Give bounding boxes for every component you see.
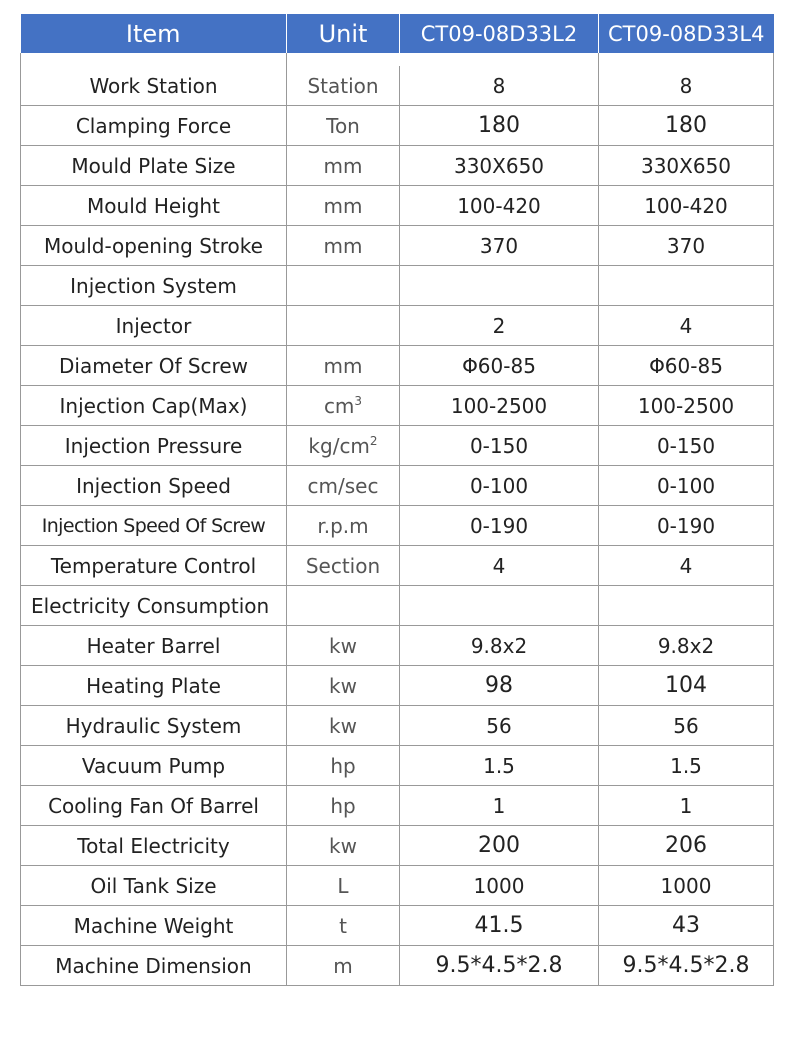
value-cell-model-2: 4 bbox=[599, 546, 774, 586]
value-cell-model-2: 9.5*4.5*2.8 bbox=[599, 946, 774, 986]
unit-cell bbox=[287, 386, 400, 426]
table-row bbox=[21, 306, 774, 346]
header-item: Item bbox=[21, 14, 287, 53]
item-cell: Diameter Of Screw bbox=[21, 346, 287, 386]
item-cell: Injection Speed Of Screw bbox=[21, 506, 287, 546]
unit-cell: mm bbox=[287, 346, 400, 386]
unit-cell: Ton bbox=[287, 106, 400, 146]
unit-cell: cm/sec bbox=[287, 466, 400, 506]
value-cell-model-1: 41.5 bbox=[400, 906, 599, 946]
value-cell-model-1: 4 bbox=[400, 546, 599, 586]
value-cell-model-2: 8 bbox=[599, 66, 774, 106]
value-cell-model-2: 100-420 bbox=[599, 186, 774, 226]
unit-cell bbox=[287, 586, 400, 626]
item-cell: Cooling Fan Of Barrel bbox=[21, 786, 287, 826]
table-row bbox=[21, 746, 774, 786]
item-cell: Machine Weight bbox=[21, 906, 287, 946]
item-cell: Injection Pressure bbox=[21, 426, 287, 466]
item-cell: Heating Plate bbox=[21, 666, 287, 706]
unit-cell: hp bbox=[287, 746, 400, 786]
table-row bbox=[21, 906, 774, 946]
value-cell-model-2: 9.8x2 bbox=[599, 626, 774, 666]
value-cell-model-2: 0-150 bbox=[599, 426, 774, 466]
unit-superscript: 3 bbox=[354, 393, 363, 408]
item-cell: Temperature Control bbox=[21, 546, 287, 586]
value-cell-model-2: 206 bbox=[599, 826, 774, 866]
value-cell-model-1: 330X650 bbox=[400, 146, 599, 186]
value-cell-model-1: 8 bbox=[400, 66, 599, 106]
value-cell-model-1: 9.8x2 bbox=[400, 626, 599, 666]
value-cell-model-2: 4 bbox=[599, 306, 774, 346]
item-cell: Mould Plate Size bbox=[21, 146, 287, 186]
item-cell: Injector bbox=[21, 306, 287, 346]
value-cell-model-1 bbox=[400, 586, 599, 626]
value-cell-model-2: 56 bbox=[599, 706, 774, 746]
unit-cell: t bbox=[287, 906, 400, 946]
section-label: Electricity Consumption bbox=[21, 586, 287, 626]
table-row bbox=[21, 666, 774, 706]
table-row bbox=[21, 626, 774, 666]
table-row bbox=[21, 466, 774, 506]
table-row bbox=[21, 66, 774, 106]
value-cell-model-2 bbox=[599, 266, 774, 306]
value-cell-model-2: 1 bbox=[599, 786, 774, 826]
item-cell: Mould-opening Stroke bbox=[21, 226, 287, 266]
table-row bbox=[21, 546, 774, 586]
value-cell-model-1: 1.5 bbox=[400, 746, 599, 786]
header-model-1: CT09-08D33L2 bbox=[400, 14, 599, 53]
unit-cell: L bbox=[287, 866, 400, 906]
unit-cell: kw bbox=[287, 626, 400, 666]
header-row bbox=[21, 14, 774, 53]
table-row bbox=[21, 346, 774, 386]
item-cell: Machine Dimension bbox=[21, 946, 287, 986]
unit-cell: kw bbox=[287, 706, 400, 746]
unit-text: kg/cm bbox=[308, 433, 370, 458]
header-unit: Unit bbox=[287, 14, 400, 53]
unit-cell bbox=[287, 306, 400, 346]
value-cell-model-2: 43 bbox=[599, 906, 774, 946]
item-cell: Mould Height bbox=[21, 186, 287, 226]
section-row-electricity-consumption bbox=[21, 586, 774, 626]
value-cell-model-2: Φ60-85 bbox=[599, 346, 774, 386]
table-row bbox=[21, 946, 774, 986]
value-cell-model-1: 9.5*4.5*2.8 bbox=[400, 946, 599, 986]
value-cell-model-1: 2 bbox=[400, 306, 599, 346]
item-cell: Total Electricity bbox=[21, 826, 287, 866]
unit-cell: hp bbox=[287, 786, 400, 826]
item-cell: Hydraulic System bbox=[21, 706, 287, 746]
value-cell-model-1: 0-190 bbox=[400, 506, 599, 546]
value-cell-model-1: 1 bbox=[400, 786, 599, 826]
unit-text: cm bbox=[323, 393, 355, 418]
unit-cell: mm bbox=[287, 146, 400, 186]
unit-cell: kw bbox=[287, 826, 400, 866]
spec-table bbox=[20, 14, 774, 986]
value-cell-model-1: 1000 bbox=[400, 866, 599, 906]
table-row bbox=[21, 706, 774, 746]
unit-cell: mm bbox=[287, 226, 400, 266]
value-cell-model-2 bbox=[599, 586, 774, 626]
unit-cell bbox=[287, 426, 400, 466]
value-cell-model-1: 100-2500 bbox=[400, 386, 599, 426]
unit-cell: Station bbox=[287, 66, 400, 106]
item-cell: Work Station bbox=[21, 66, 287, 106]
unit-cell: kw bbox=[287, 666, 400, 706]
table-row bbox=[21, 226, 774, 266]
value-cell-model-2: 104 bbox=[599, 666, 774, 706]
unit-cell: Section bbox=[287, 546, 400, 586]
table-row bbox=[21, 426, 774, 466]
value-cell-model-1: Φ60-85 bbox=[400, 346, 599, 386]
table-row bbox=[21, 186, 774, 226]
table-row bbox=[21, 106, 774, 146]
value-cell-model-1: 200 bbox=[400, 826, 599, 866]
value-cell-model-2: 370 bbox=[599, 226, 774, 266]
value-cell-model-1: 370 bbox=[400, 226, 599, 266]
table-row bbox=[21, 826, 774, 866]
value-cell-model-2: 0-190 bbox=[599, 506, 774, 546]
value-cell-model-1: 0-100 bbox=[400, 466, 599, 506]
header-gap bbox=[21, 53, 774, 66]
value-cell-model-2: 0-100 bbox=[599, 466, 774, 506]
item-cell: Injection Cap(Max) bbox=[21, 386, 287, 426]
item-cell: Vacuum Pump bbox=[21, 746, 287, 786]
value-cell-model-1: 0-150 bbox=[400, 426, 599, 466]
unit-cell: mm bbox=[287, 186, 400, 226]
value-cell-model-2: 100-2500 bbox=[599, 386, 774, 426]
value-cell-model-1 bbox=[400, 266, 599, 306]
table-row bbox=[21, 146, 774, 186]
unit-cell: r.p.m bbox=[287, 506, 400, 546]
table-row bbox=[21, 786, 774, 826]
value-cell-model-2: 180 bbox=[599, 106, 774, 146]
table-row bbox=[21, 386, 774, 426]
value-cell-model-2: 1000 bbox=[599, 866, 774, 906]
value-cell-model-1: 100-420 bbox=[400, 186, 599, 226]
unit-superscript: 2 bbox=[369, 433, 378, 448]
table-row bbox=[21, 866, 774, 906]
item-cell: Heater Barrel bbox=[21, 626, 287, 666]
unit-cell bbox=[287, 266, 400, 306]
item-cell: Injection Speed bbox=[21, 466, 287, 506]
value-cell-model-1: 180 bbox=[400, 106, 599, 146]
section-row-injection-system bbox=[21, 266, 774, 306]
header-model-2: CT09-08D33L4 bbox=[599, 14, 774, 53]
table-row bbox=[21, 506, 774, 546]
value-cell-model-1: 98 bbox=[400, 666, 599, 706]
unit-cell: m bbox=[287, 946, 400, 986]
section-label: Injection System bbox=[21, 266, 287, 306]
value-cell-model-2: 330X650 bbox=[599, 146, 774, 186]
value-cell-model-2: 1.5 bbox=[599, 746, 774, 786]
item-cell: Clamping Force bbox=[21, 106, 287, 146]
item-cell: Oil Tank Size bbox=[21, 866, 287, 906]
value-cell-model-1: 56 bbox=[400, 706, 599, 746]
